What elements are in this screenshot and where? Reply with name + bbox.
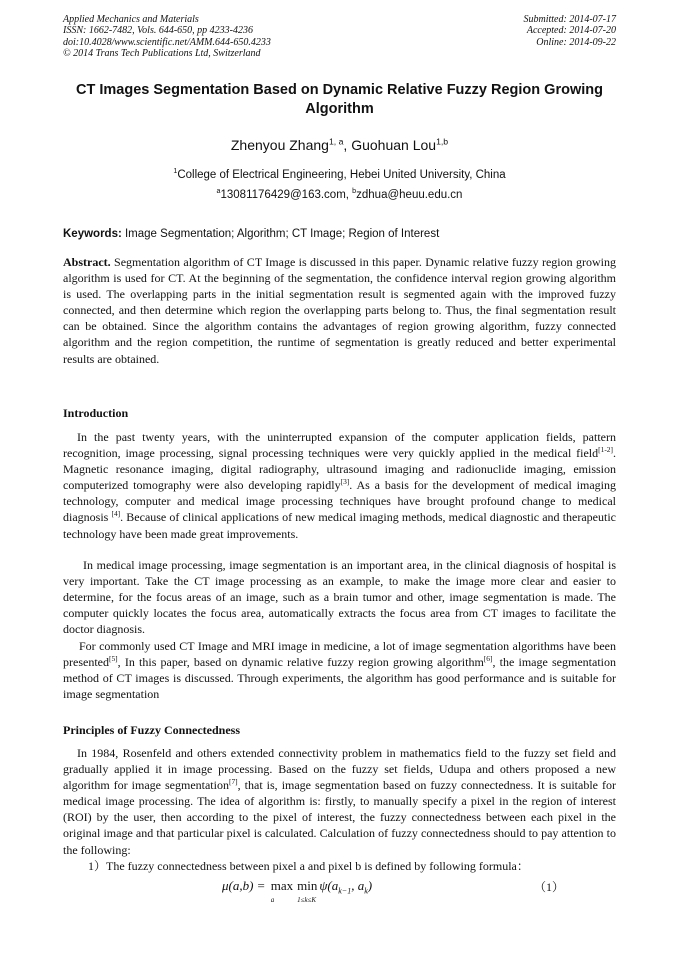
paragraph-text: For commonly used CT Image and MRI image in medicine, a lot of image segmentation algorithms have been presented xyxy=(63,639,616,670)
equation-lhs: μ(a,b) = xyxy=(222,878,269,893)
affiliation xyxy=(63,168,616,183)
equation-comma: , a xyxy=(351,878,365,893)
fuzzy-paragraph xyxy=(63,745,616,858)
citation: [3] xyxy=(340,477,350,487)
affiliation-mark: 1 xyxy=(173,167,178,176)
online-date: Online: 2014-09-22 xyxy=(536,36,616,48)
keywords-text: Image Segmentation; Algorithm; CT Image; Region of Interest xyxy=(121,228,440,240)
min-subscript: 1≤k≤K xyxy=(297,896,317,904)
introduction-paragraph xyxy=(63,638,616,702)
paragraph-text: , In this paper, based on dynamic relative fuzzy region growing algorithm xyxy=(117,655,484,670)
email-mark: a xyxy=(216,187,221,196)
equation-subscript: k−1 xyxy=(338,886,352,896)
email-mark: b xyxy=(352,187,357,196)
journal-doi: doi:10.4028/www.scientific.net/AMM.644-650.4233 xyxy=(63,36,271,48)
abstract xyxy=(63,254,616,367)
list-item: 1）The fuzzy connectedness between pixel a and pixel b is defined by following formula： xyxy=(88,859,529,873)
journal-name: Applied Mechanics and Materials xyxy=(63,14,199,25)
author-name: Zhenyou Zhang xyxy=(230,137,329,153)
author-emails xyxy=(63,188,616,203)
equation-subscript: k xyxy=(364,886,368,896)
accepted-date: Accepted: 2014-07-20 xyxy=(526,25,616,37)
author-separator: , xyxy=(343,137,352,153)
paragraph-text: In the past twenty years, with the uninterrupted expansion of the computer application fields, pattern recognition, image processing, signal processing techniques were very quickly applied in the medical field xyxy=(63,430,616,461)
keywords xyxy=(63,227,616,242)
paragraph-text: , the image segmentation method of CT images is discussed. Through experiments, the algorithm has good performance and is suitable for image segmentation xyxy=(63,655,616,702)
journal-copyright: © 2014 Trans Tech Publications Ltd, Switzerland xyxy=(63,48,261,60)
equation-number: （1） xyxy=(534,880,565,894)
equation-psi: ψ(a xyxy=(319,878,339,893)
paper-title: CT Images Segmentation Based on Dynamic Relative Fuzzy Region Growing Algorithm xyxy=(76,82,603,117)
citation: [4] xyxy=(111,509,121,519)
equation-close: ) xyxy=(367,878,373,893)
section-heading-introduction: Introduction xyxy=(63,406,129,420)
author-affiliation-mark: 1,b xyxy=(436,136,449,147)
introduction-paragraph xyxy=(63,429,616,542)
author-name: Guohuan Lou xyxy=(351,137,437,153)
introduction-paragraph: In medical image processing, image segmentation is an important area, in the clinical diagnosis of hospital is very important. Take the CT image processing as an example, to make the image more clear and easier to determine, for the focus areas of an image, such as a brain tumor and other, image segmentation is made. The computer quickly locates the focus area, automatically extracts the focus area from CT images to facilitate the doctor diagnosis. xyxy=(63,558,616,637)
email-address: zdhua@heuu.edu.cn xyxy=(356,189,463,201)
submitted-date: Submitted: 2014-07-17 xyxy=(523,14,616,25)
email-address: 13081176429@163.com, xyxy=(220,189,353,201)
keywords-label: Keywords: xyxy=(63,228,122,240)
max-subscript: a xyxy=(270,896,275,904)
section-heading-fuzzy-connectedness: Principles of Fuzzy Connectedness xyxy=(63,723,240,737)
citation: [6] xyxy=(483,654,493,664)
paragraph-text: . As a basis for the development of medical imaging technology, computer and medical image processing techniques have brought profound change to medical diagnosis xyxy=(63,478,617,525)
journal-header-right xyxy=(416,14,616,48)
affiliation-text: College of Electrical Engineering, Hebei United University, China xyxy=(177,169,506,181)
equation xyxy=(222,877,373,904)
abstract-label: Abstract. xyxy=(63,255,111,269)
author-affiliation-mark: 1, a xyxy=(328,136,344,147)
paragraph-text: . Magnetic resonance imaging, digital radiography, ultrasound imaging and radionuclide imaging, emission computerized tomography were also developing rapidly xyxy=(63,446,616,493)
paragraph-text: . Because of clinical applications of new medical imaging methods, medical diagnostic and therapeutic technology have been made great improvements. xyxy=(63,510,616,541)
paragraph-text: In 1984, Rosenfeld and others extended connectivity problem in mathematics field to the fuzzy set field and gradually applied it in image processing. Based on the fuzzy set fields, Udupa and others proposed a new algorithm for image segmentation xyxy=(63,746,616,793)
min-operator: min 1≤k≤K xyxy=(297,877,317,895)
author-line xyxy=(63,136,616,154)
citation: [1-2] xyxy=(598,445,613,455)
journal-issn: ISSN: 1662-7482, Vols. 644-650, pp 4233-4236 xyxy=(63,25,253,37)
journal-header-left xyxy=(63,14,403,60)
paragraph-text: , that is, image segmentation based on fuzzy connectedness. It is suitable for medical image processing. The idea of algorithm is: firstly, to manually specify a pixel in the region of interest (ROI) by the user, then according to the pixel of interest, the fuzzy connectedness between each pixel in the original image and that particular pixel is calculated. Calculation of fuzzy connectedness should to pay attention to the following: xyxy=(63,778,616,857)
citation: [5] xyxy=(108,654,118,664)
abstract-text: Segmentation algorithm of CT Image is discussed in this paper. Dynamic relative fuzzy region growing algorithm is used for CT. At the beginning of the segmentation, the confidence interval region growing algorithm is used. The overlapping parts in the initial segmentation result is segmented again with the improved fuzzy connected, and then determine which region the overlapping parts belong to. Thus, the final segmentation result can be obtained. Since the algorithm contains the advantages of region growing algorithm, fuzzy connected algorithm and the region competition, the runtime of segmentation is greatly reduced and better experimental results are obtained. xyxy=(63,255,616,366)
citation: [7] xyxy=(228,777,238,787)
max-operator: max a xyxy=(271,877,293,895)
